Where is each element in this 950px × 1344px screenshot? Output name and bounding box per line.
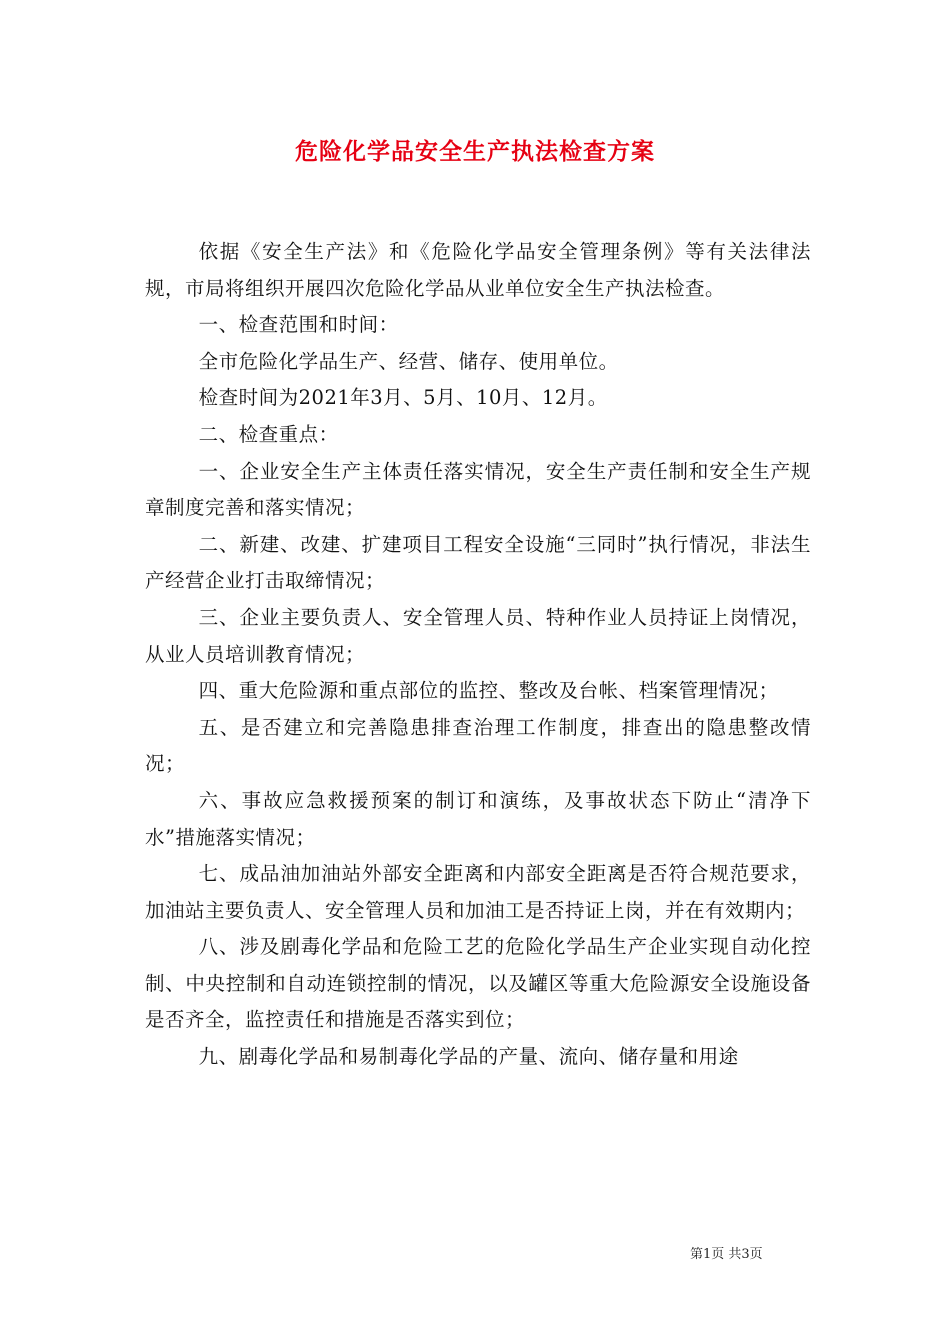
document-body xyxy=(145,234,811,1076)
focus-item-8: 八、涉及剧毒化学品和危险工艺的危险化学品生产企业实现自动化控制、中央控制和自动连锁控制的情况，以及罐区等重大危险源安全设施设备是否齐全，监控责任和措施是否落实到位； xyxy=(145,935,811,1032)
page-indicator: 第1页 共3页 xyxy=(690,1247,763,1262)
focus-item-7: 七、成品油加油站外部安全距离和内部安全距离是否符合规范要求，加油站主要负责人、安全管理人员和加油工是否持证上岗，并在有效期内； xyxy=(145,862,811,922)
focus-item-9: 九、剧毒化学品和易制毒化学品的产量、流向、储存量和用途 xyxy=(198,1045,739,1069)
focus-item-3: 三、企业主要负责人、安全管理人员、特种作业人员持证上岗情况，从业人员培训教育情况； xyxy=(145,605,811,666)
focus-item-6: 六、事故应急救援预案的制订和演练，及事故状态下防止“清净下水”措施落实情况； xyxy=(145,788,811,849)
focus-item-2: 二、新建、改建、扩建项目工程安全设施“三同时”执行情况，非法生产经营企业打击取缔情况； xyxy=(145,532,811,593)
focus-item-4: 四、重大危险源和重点部位的监控、整改及台帐、档案管理情况； xyxy=(198,679,779,703)
paragraph-scope: 全市危险化学品生产、经营、储存、使用单位。 xyxy=(198,349,619,373)
paragraph-intro: 依据《安全生产法》和《危险化学品安全管理条例》等有关法律法规，市局将组织开展四次危险化学品从业单位安全生产执法检查。 xyxy=(145,240,811,300)
focus-item-1: 一、企业安全生产主体责任落实情况，安全生产责任制和安全生产规章制度完善和落实情况； xyxy=(145,459,811,520)
section-heading-focus: 二、检查重点： xyxy=(198,422,339,446)
paragraph-time: 检查时间为2021年3月、5月、10月、12月。 xyxy=(198,386,608,410)
focus-item-5: 五、是否建立和完善隐患排查治理工作制度，排查出的隐患整改情况； xyxy=(145,715,811,776)
section-heading-scope: 一、检查范围和时间： xyxy=(198,313,399,337)
document-title: 危险化学品安全生产执法检查方案 xyxy=(295,138,655,165)
